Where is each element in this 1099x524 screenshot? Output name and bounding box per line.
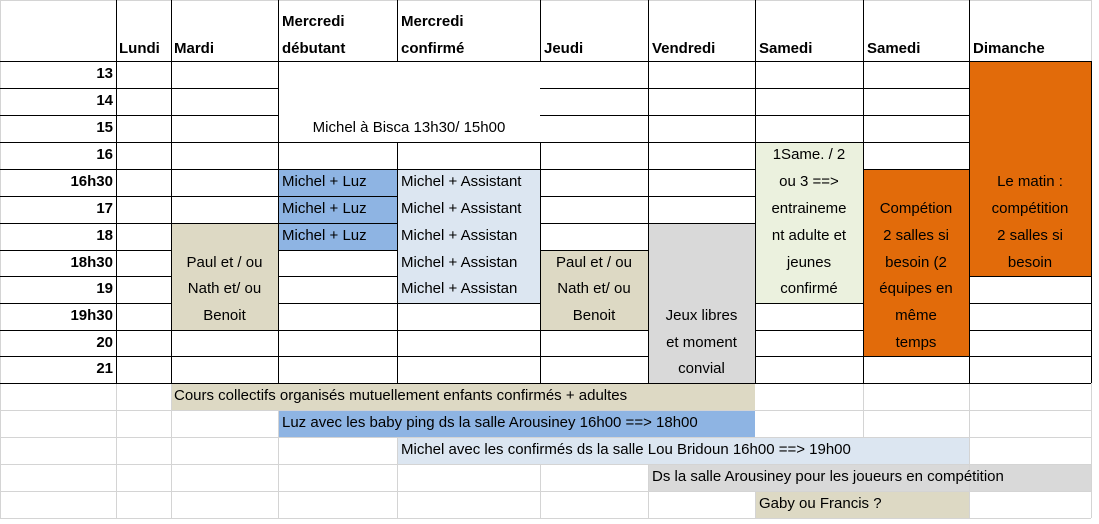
- header-mercredi-debutant-line2: débutant: [282, 40, 346, 57]
- header-mardi: Mardi: [174, 40, 215, 57]
- jeudi-text: Paul et / ou: [556, 254, 632, 271]
- assistant-cell: Michel + Assistant: [401, 200, 522, 217]
- row-label: 17: [96, 200, 113, 217]
- mardi-text: Paul et / ou: [186, 254, 263, 271]
- footer-cours: Cours collectifs organisés mutuellement enfants confirmés + adultes: [174, 387, 628, 404]
- mardi-text: Nath et/ ou: [187, 280, 262, 297]
- assistant-cell: Michel + Assistan: [401, 254, 518, 271]
- samedi1-text: jeunes: [786, 254, 832, 271]
- samedi1-text: confirmé: [780, 280, 838, 297]
- row-label: 16: [96, 146, 113, 163]
- samedi1-text: entraineme: [771, 200, 847, 217]
- header-dimanche: Dimanche: [973, 40, 1045, 57]
- footer-luz: Luz avec les baby ping ds la salle Arousiney 16h00 ==> 18h00: [282, 414, 698, 431]
- samedi2-text: Compétion: [879, 200, 953, 217]
- row-label: 18: [96, 227, 113, 244]
- vendredi-text: convial: [678, 360, 725, 377]
- luz-cell: Michel + Luz: [282, 227, 367, 244]
- footer-arousiney: Ds la salle Arousiney pour les joueurs en compétition: [652, 468, 1004, 485]
- footer-gaby: Gaby ou Francis ?: [759, 495, 882, 512]
- header-samedi-1: Samedi: [759, 40, 813, 57]
- vendredi-text: Jeux libres: [665, 307, 738, 324]
- footer-michel: Michel avec les confirmés ds la salle Lou Bridoun 16h00 ==> 19h00: [401, 441, 851, 458]
- row-label: 16h30: [70, 173, 113, 190]
- header-lundi: Lundi: [119, 40, 160, 57]
- vendredi-text: et moment: [666, 334, 737, 351]
- luz-cell: Michel + Luz: [282, 200, 367, 217]
- dimanche-text: Le matin :: [997, 173, 1063, 190]
- row-label: 19h30: [70, 307, 113, 324]
- samedi2-text: besoin (2: [885, 254, 947, 271]
- samedi1-text: ou 3 ==>: [779, 173, 839, 190]
- dimanche-text: 2 salles si: [997, 227, 1063, 244]
- dimanche-text: compétition: [991, 200, 1069, 217]
- samedi2-text: temps: [895, 334, 937, 351]
- row-label: 14: [96, 92, 113, 109]
- jeudi-text: Benoit: [572, 307, 616, 324]
- header-jeudi: Jeudi: [544, 40, 584, 57]
- jeudi-text: Nath et/ ou: [557, 280, 631, 297]
- samedi2-text: équipes en: [879, 280, 953, 297]
- assistant-cell: Michel + Assistant: [401, 173, 522, 190]
- samedi1-text: 1Same. / 2: [772, 146, 846, 163]
- header-mercredi-confirme-line1: Mercredi: [401, 13, 464, 30]
- header-samedi-2: Samedi: [867, 40, 921, 57]
- row-label: 19: [96, 280, 113, 297]
- bisca-cell: Michel à Bisca 13h30/ 15h00: [312, 119, 506, 136]
- header-mercredi-debutant-line1: Mercredi: [282, 13, 345, 30]
- dimanche-text: besoin: [1007, 254, 1053, 271]
- assistant-cell: Michel + Assistan: [401, 227, 518, 244]
- row-label: 13: [96, 65, 113, 82]
- samedi2-text: 2 salles si: [883, 227, 949, 244]
- mardi-text: Benoit: [203, 307, 246, 324]
- samedi1-text: nt adulte et: [771, 227, 847, 244]
- row-label: 21: [96, 360, 113, 377]
- row-label: 20: [96, 334, 113, 351]
- header-mercredi-confirme-line2: confirmé: [401, 40, 465, 57]
- assistant-cell: Michel + Assistan: [401, 280, 518, 297]
- luz-cell: Michel + Luz: [282, 173, 367, 190]
- row-label: 18h30: [70, 254, 113, 271]
- header-vendredi: Vendredi: [652, 40, 716, 57]
- samedi2-text: même: [895, 307, 937, 324]
- row-label: 15: [96, 119, 113, 136]
